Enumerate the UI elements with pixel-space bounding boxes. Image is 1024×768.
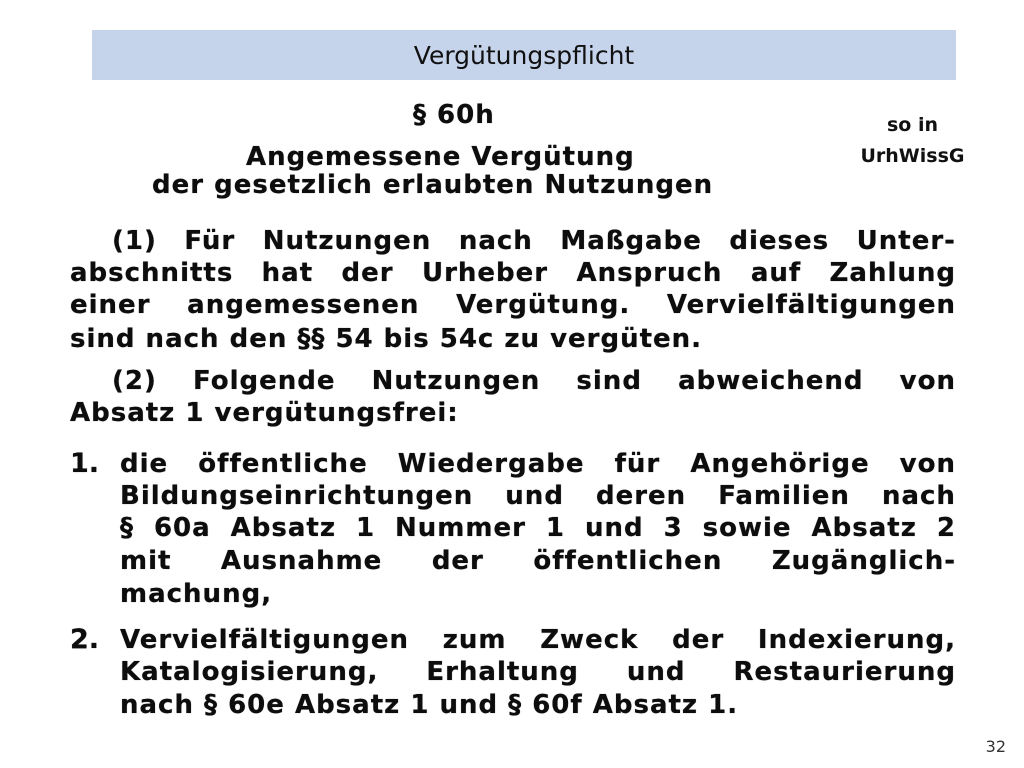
section-number: § 60h — [413, 100, 495, 130]
word: Zugänglich- — [771, 546, 956, 576]
word: Nutzungen — [371, 366, 541, 396]
word: Erhaltung — [426, 657, 579, 687]
item1-line — [120, 546, 956, 576]
word: Angehörige — [690, 449, 870, 479]
item2-line — [120, 657, 956, 687]
para1-line — [70, 290, 956, 320]
word: Absatz — [230, 513, 336, 543]
word: Vervielfältigungen — [666, 290, 956, 320]
para2-line — [70, 398, 459, 428]
word: abweichend — [678, 366, 864, 396]
word: Für — [184, 226, 236, 256]
word: Nutzungen — [262, 226, 432, 256]
word: mit — [120, 546, 172, 576]
item-1-number: 1. — [70, 448, 100, 479]
word: nach § 60e Absatz 1 und § 60f Absatz 1. — [120, 690, 739, 720]
word: der — [431, 546, 484, 576]
word: nach — [458, 226, 533, 256]
word: Wiedergabe — [397, 449, 585, 479]
word: Familien — [718, 481, 850, 511]
word: 3 — [663, 513, 683, 543]
word: (1) — [112, 226, 157, 256]
page-number: 32 — [985, 737, 1006, 756]
word: Unter- — [856, 226, 956, 256]
word: und — [505, 481, 564, 511]
word: (2) — [112, 366, 157, 396]
para1-line — [112, 226, 956, 256]
word: Indexierung, — [757, 625, 956, 655]
word: auf — [750, 258, 802, 288]
side-note-line-2: UrhWissG — [860, 145, 965, 167]
section-heading-line-1: Angemessene Vergütung — [246, 142, 635, 172]
para1-line — [70, 258, 956, 288]
word: machung, — [120, 579, 273, 609]
word: Absatz 1 vergütungsfrei: — [70, 398, 459, 428]
item2-line — [120, 625, 956, 655]
item2-line — [120, 690, 738, 720]
word: § — [120, 513, 134, 543]
word: 60a — [153, 513, 211, 543]
word: von — [899, 449, 956, 479]
word: Vergütung. — [456, 290, 631, 320]
word: für — [614, 449, 661, 479]
item1-line — [120, 449, 956, 479]
word: und — [584, 513, 644, 543]
word: Vervielfältigungen — [120, 625, 410, 655]
word: und — [626, 657, 686, 687]
word: dieses — [729, 226, 830, 256]
word: der — [341, 258, 394, 288]
word: Zweck — [540, 625, 639, 655]
word: Absatz — [811, 513, 917, 543]
word: zum — [442, 625, 507, 655]
word: sind nach den §§ 54 bis 54c zu vergüten. — [70, 324, 703, 354]
word: einer — [70, 290, 151, 320]
word: Zahlung — [829, 258, 956, 288]
word: der — [672, 625, 725, 655]
word: Nummer — [395, 513, 526, 543]
word: sind — [576, 366, 642, 396]
word: Katalogisierung, — [120, 657, 379, 687]
word: Urheber — [421, 258, 549, 288]
word: Restaurierung — [733, 657, 956, 687]
word: abschnitts — [70, 258, 234, 288]
item1-line — [120, 513, 956, 543]
word: von — [899, 366, 956, 396]
word: 1 — [545, 513, 566, 543]
slide-title: Vergütungspflicht — [413, 40, 635, 70]
word: die — [120, 449, 169, 479]
item1-line — [120, 579, 272, 609]
item-2-number: 2. — [70, 624, 100, 655]
side-note-line-1: so in — [886, 114, 939, 136]
word: Maßgabe — [560, 226, 702, 256]
word: 1 — [355, 513, 376, 543]
word: nach — [881, 481, 956, 511]
word: Ausnahme — [220, 546, 383, 576]
word: Anspruch — [576, 258, 723, 288]
item1-line — [120, 481, 956, 511]
word: deren — [595, 481, 687, 511]
para2-line — [112, 366, 956, 396]
para1-line — [70, 324, 702, 354]
word: angemessenen — [187, 290, 420, 320]
section-heading-line-2: der gesetzlich erlaubten Nutzungen — [152, 170, 714, 200]
word: öffentliche — [198, 449, 368, 479]
word: Bildungseinrichtungen — [120, 481, 474, 511]
word: öffentlichen — [533, 546, 723, 576]
word: Folgende — [193, 366, 336, 396]
word: 2 — [936, 513, 956, 543]
word: hat — [261, 258, 314, 288]
word: sowie — [702, 513, 792, 543]
